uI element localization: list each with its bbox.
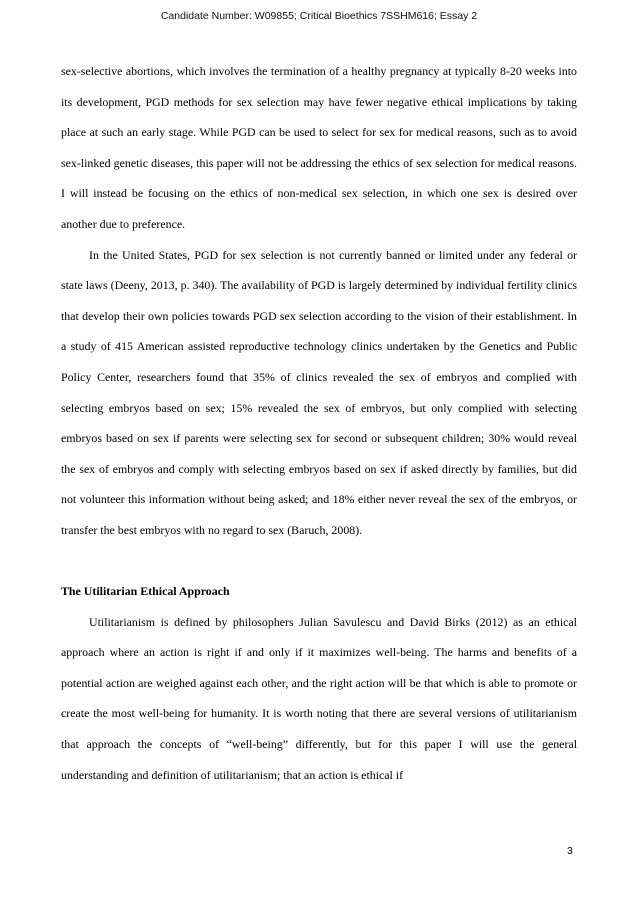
- page-header: Candidate Number: W09855; Critical Bioethics 7SSHM616; Essay 2: [160, 10, 478, 22]
- paragraph-continuation: sex-selective abortions, which involves the termination of a healthy pregnancy at typically 8-20 weeks into its development, PGD methods for sex selection may have fewer negative ethical implications by taking place at such an early stage. While PGD can be used to select for sex for medical reasons, such as to avoid sex-linked genetic diseases, this paper will not be addressing the ethics of sex selection for medical reasons. I will instead be focusing on the ethics of non-medical sex selection, in which one sex is desired over another due to preference.: [61, 64, 577, 231]
- paragraph-pgd-availability: In the United States, PGD for sex selection is not currently banned or limited under any federal or state laws (Deeny, 2013, p. 340). The availability of PGD is largely determined by individual fertility clinics that develop their own policies towards PGD sex selection according to the vision of their establishment. In a study of 415 American assisted reproductive technology clinics undertaken by the Genetics and Public Policy Center, researchers found that 35% of clinics revealed the sex of embryos and complied with selecting embryos based on sex; 15% revealed the sex of embryos, but only complied with selecting embryos based on sex if parents were selecting sex for second or subsequent children; 30% would reveal the sex of embryos and comply with selecting embryos based on sex if asked directly by families, but did not volunteer this information without being asked; and 18% either never reveal the sex of the embryos, or transfer the best embryos with no regard to sex (Baruch, 2008).: [61, 247, 577, 537]
- page-number: 3: [567, 845, 573, 857]
- section-heading: The Utilitarian Ethical Approach: [61, 584, 230, 599]
- document-body: [61, 56, 577, 790]
- paragraph-utilitarianism: Utilitarianism is defined by philosophers Julian Savulescu and David Birks (2012) as an ethical approach where an action is right if and only if it maximizes well-being. The harms and benefits of a potential action are weighed against each other, and the right action will be that which is able to promote or create the most well-being for humanity. It is worth noting that there are several versions of utilitarianism that approach the concepts of “well-being” differently, but for this paper I will use the general understanding and definition of utilitarianism; that an action is ethical if: [61, 614, 577, 782]
